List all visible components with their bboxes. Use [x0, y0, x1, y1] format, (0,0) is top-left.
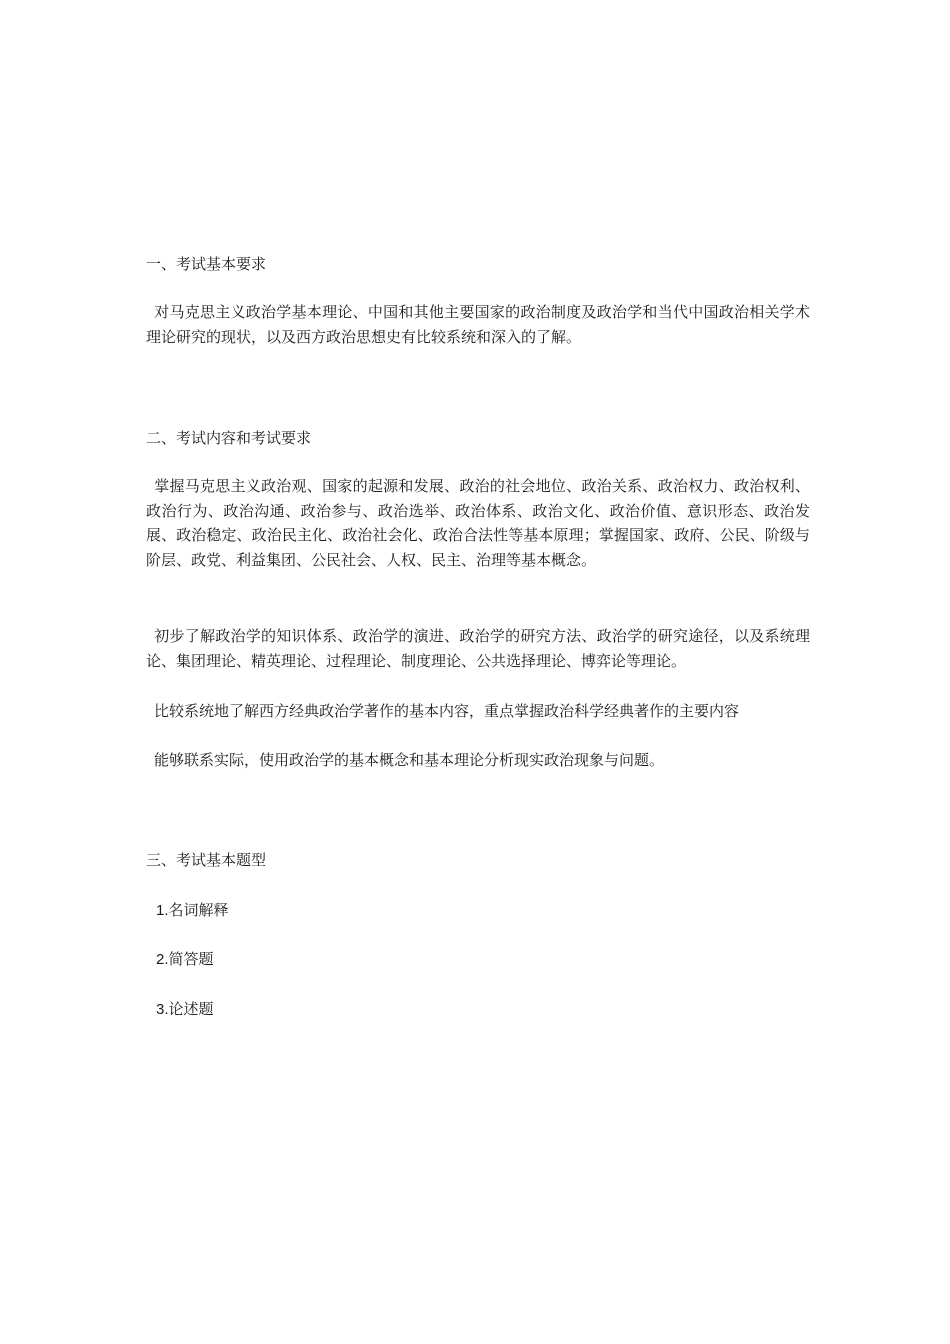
section-three-heading: 三、考试基本题型 [146, 851, 267, 869]
list-item-label: 名词解释 [168, 901, 229, 919]
list-item-label: 论述题 [168, 1000, 214, 1018]
section-two-heading: 二、考试内容和考试要求 [146, 429, 312, 447]
list-item [156, 947, 214, 972]
list-item [156, 997, 214, 1022]
section-two-paragraph-1-text: 掌握马克思主义政治观、国家的起源和发展、政治的社会地位、政治关系、政治权力、政治权利、政治行为、政治沟通、政治参与、政治选举、政治体系、政治文化、政治价值、意识形态、政治发展、政治稳定、政治民主化、政治社会化、政治合法性等基本原理；掌握国家、政府、公民、阶级与阶层、政党、利益集团、公民社会、人权、民主、治理等基本概念。 [146, 477, 810, 569]
list-item-label: 简答题 [168, 950, 214, 968]
section-two-line-3: 比较系统地了解西方经典政治学著作的基本内容，重点掌握政治科学经典著作的主要内容 [154, 702, 740, 720]
section-two-paragraph-2-text: 初步了解政治学的知识体系、政治学的演进、政治学的研究方法、政治学的研究途径，以及系统理论、集团理论、精英理论、过程理论、制度理论、公共选择理论、博弈论等理论。 [146, 627, 810, 670]
section-two-line-4: 能够联系实际，使用政治学的基本概念和基本理论分析现实政治现象与问题。 [154, 751, 665, 769]
list-item [156, 898, 229, 923]
list-item-number: 1. [156, 902, 169, 919]
section-one-heading: 一、考试基本要求 [146, 255, 267, 273]
section-one-paragraph [146, 300, 810, 349]
section-two-paragraph-2 [146, 624, 810, 673]
section-two-paragraph-1 [146, 474, 810, 572]
section-one-paragraph-text: 对马克思主义政治学基本理论、中国和其他主要国家的政治制度及政治学和当代中国政治相关学术理论研究的现状，以及西方政治思想史有比较系统和深入的了解。 [146, 303, 810, 346]
list-item-number: 3. [156, 1001, 169, 1018]
list-item-number: 2. [156, 951, 169, 968]
